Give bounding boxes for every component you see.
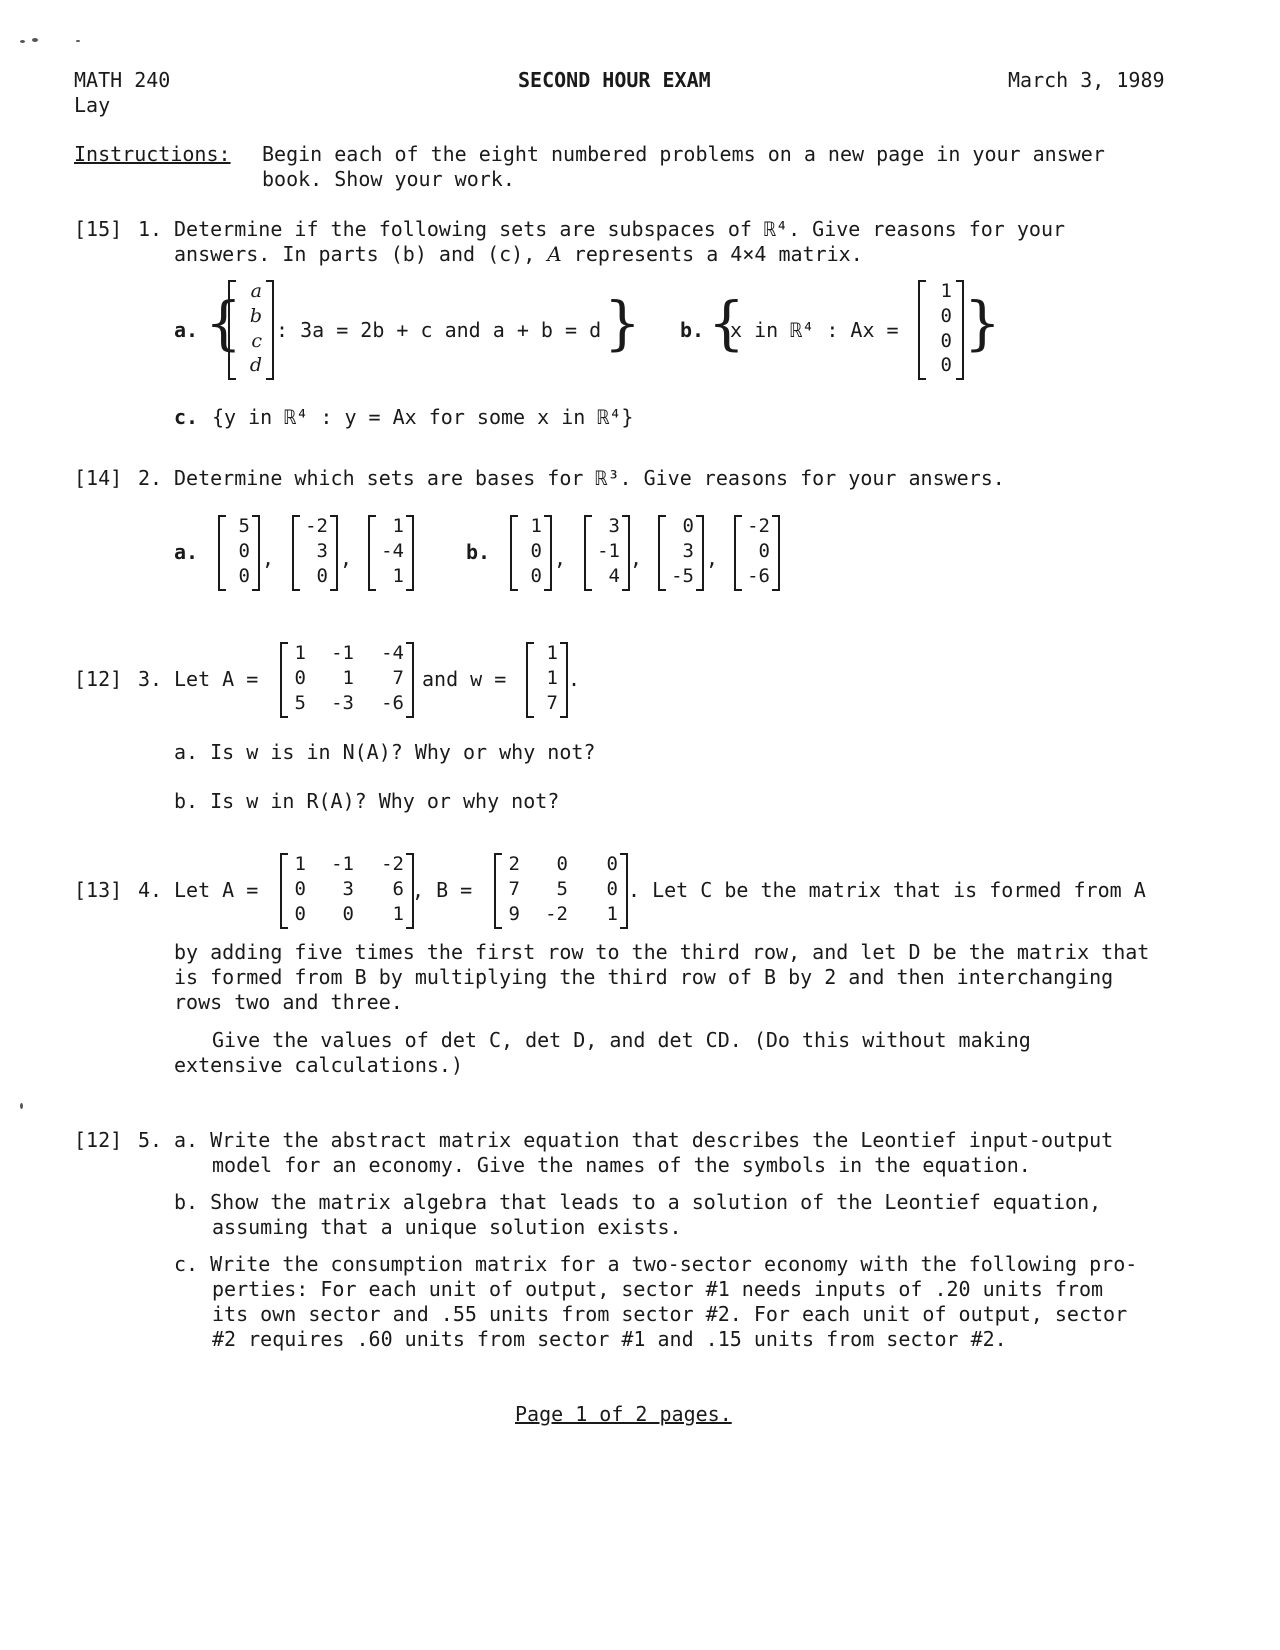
p3-let: Let A = <box>174 667 259 691</box>
scan-speck <box>32 38 38 42</box>
p4-tail: . Let C be the matrix that is formed from A <box>628 878 1146 902</box>
vector-entry: -2 <box>747 515 770 537</box>
matrix-entry: -1 <box>331 642 354 664</box>
right-brace: } <box>604 289 641 357</box>
vector-entry: -5 <box>671 565 694 587</box>
p5-part-a: model for an economy. Give the names of the symbols in the equation. <box>212 1153 1031 1177</box>
p1-a-vector <box>228 280 274 380</box>
matrix-entry: 9 <box>508 903 520 925</box>
matrix-entry: 5 <box>556 878 568 900</box>
p4-points: [13] <box>74 878 123 902</box>
p2-b-vector <box>658 515 704 591</box>
left-brace: { <box>205 289 242 357</box>
p5-points: [12] <box>74 1128 123 1152</box>
p3-number: 3. <box>138 667 163 691</box>
matrix-entry: -2 <box>381 853 404 875</box>
vector-entry: -1 <box>597 540 620 562</box>
p1-b-label: b. <box>680 318 705 342</box>
vector-entry: 0 <box>682 515 694 537</box>
scan-speck <box>20 40 25 43</box>
p3-and-w: and w = <box>422 667 507 691</box>
matrix-entry: 1 <box>606 903 618 925</box>
p1-line2-c: represents a 4×4 matrix. <box>561 242 863 266</box>
instructions-label: Instructions: <box>74 142 231 166</box>
p2-text: Determine which sets are bases for ℝ³. Give reasons for your answers. <box>174 466 1005 490</box>
vector-entry: 3 <box>682 540 694 562</box>
p2-b-vector <box>734 515 780 591</box>
p1-c-text: {y in ℝ⁴ : y = Ax for some x in ℝ⁴} <box>212 405 634 429</box>
course-label: MATH 240 <box>74 68 171 92</box>
exam-title: SECOND HOUR EXAM <box>518 68 711 92</box>
vector-entry: 1 <box>546 667 558 689</box>
p3-question-a: a. Is w is in N(A)? Why or why not? <box>174 740 596 764</box>
vector-entry: 1 <box>530 515 542 537</box>
p2-number: 2. <box>138 466 163 490</box>
p3-question-b: b. Is w in R(A)? Why or why not? <box>174 789 560 813</box>
p4-number: 4. <box>138 878 163 902</box>
vector-entry: 3 <box>316 540 328 562</box>
p1-a-label: a. <box>174 318 199 342</box>
p1-b-entry: 0 <box>940 305 952 327</box>
p2-a-vector <box>292 515 338 591</box>
p1-a-entry: c <box>251 330 262 352</box>
matrix-entry: 0 <box>556 853 568 875</box>
matrix-entry: -1 <box>331 853 354 875</box>
p5-part-c: its own sector and .55 units from sector #2. For each unit of output, sector <box>212 1302 1128 1326</box>
p4-matrix-a <box>280 853 414 929</box>
period: . <box>568 667 581 691</box>
matrix-entry: 1 <box>294 853 306 875</box>
p2-a-label: a. <box>174 540 199 564</box>
p5-part-c: c. Write the consumption matrix for a two-sector economy with the following pro- <box>174 1252 1138 1276</box>
vector-entry: 0 <box>238 540 250 562</box>
matrix-entry: 3 <box>342 878 354 900</box>
matrix-entry: -2 <box>545 903 568 925</box>
vector-entry: 1 <box>392 515 404 537</box>
instructions-line2: book. Show your work. <box>262 167 515 191</box>
page-number: Page 1 of 2 pages. <box>515 1402 732 1426</box>
vector-entry: 3 <box>608 515 620 537</box>
p1-a-entry: d <box>249 354 262 376</box>
vector-entry: 1 <box>392 565 404 587</box>
comma: , <box>630 546 643 570</box>
matrix-entry: 0 <box>606 853 618 875</box>
vector-entry: 0 <box>316 565 328 587</box>
comma: , <box>706 546 719 570</box>
matrix-entry: 7 <box>392 667 404 689</box>
p1-a-condition: : 3a = 2b + c and a + b = d <box>276 318 602 342</box>
p1-points: [15] <box>74 217 123 241</box>
p1-line2 <box>174 242 863 266</box>
p3-points: [12] <box>74 667 123 691</box>
scan-speck <box>76 40 80 42</box>
p2-b-vector <box>510 515 552 591</box>
vector-entry: 0 <box>758 540 770 562</box>
matrix-entry: 1 <box>342 667 354 689</box>
p1-line2-a: answers. In parts (b) and (c), <box>174 242 548 266</box>
p5-part-b: assuming that a unique solution exists. <box>212 1215 682 1239</box>
p5-part-c: perties: For each unit of output, sector #1 needs inputs of .20 units from <box>212 1277 1104 1301</box>
matrix-entry: 0 <box>294 667 306 689</box>
p1-b-entry: 0 <box>940 354 952 376</box>
comma: , <box>340 546 353 570</box>
matrix-entry: 0 <box>294 878 306 900</box>
p4-paragraph: by adding five times the first row to the third row, and let D be the matrix that <box>174 940 1150 964</box>
vector-entry: 5 <box>238 515 250 537</box>
vector-entry: 0 <box>238 565 250 587</box>
p1-b-vector <box>918 280 964 380</box>
p4-matrix-b <box>494 853 628 929</box>
p5-part-b: b. Show the matrix algebra that leads to a solution of the Leontief equation, <box>174 1190 1102 1214</box>
matrix-entry: 0 <box>606 878 618 900</box>
matrix-entry: 6 <box>392 878 404 900</box>
scan-speck <box>20 1103 23 1109</box>
vector-entry: 0 <box>530 565 542 587</box>
vector-entry: -4 <box>381 540 404 562</box>
p3-matrix-a <box>280 642 414 718</box>
matrix-entry: 1 <box>392 903 404 925</box>
p1-line1: Determine if the following sets are subspaces of ℝ⁴. Give reasons for your <box>174 217 1066 241</box>
p1-b-entry: 1 <box>940 280 952 302</box>
p2-b-label: b. <box>466 540 491 564</box>
p1-line2-b: A <box>547 242 562 266</box>
comma: , <box>262 546 275 570</box>
matrix-entry: 5 <box>294 692 306 714</box>
right-brace: } <box>964 289 1001 357</box>
p1-a-entry: a <box>250 280 262 302</box>
vector-entry: 7 <box>546 692 558 714</box>
instructions-line1: Begin each of the eight numbered problems on a new page in your answer <box>262 142 1105 166</box>
vector-entry: -6 <box>747 565 770 587</box>
matrix-entry: 2 <box>508 853 520 875</box>
p4-b-eq: , B = <box>412 878 473 902</box>
p4-paragraph: extensive calculations.) <box>174 1053 463 1077</box>
matrix-entry: 1 <box>294 642 306 664</box>
p1-number: 1. <box>138 217 163 241</box>
left-brace: { <box>708 289 745 357</box>
matrix-entry: 7 <box>508 878 520 900</box>
matrix-entry: -4 <box>381 642 404 664</box>
vector-entry: 4 <box>608 565 620 587</box>
p4-paragraph: rows two and three. <box>174 990 403 1014</box>
p1-b-text: x in ℝ⁴ : Ax = <box>730 318 899 342</box>
p5-number: 5. <box>138 1128 163 1152</box>
p1-a-entry: b <box>249 305 262 327</box>
vector-entry: 0 <box>530 540 542 562</box>
p5-part-a: a. Write the abstract matrix equation that describes the Leontief input-output <box>174 1128 1114 1152</box>
p2-b-vector <box>584 515 630 591</box>
p1-c-label: c. <box>174 405 199 429</box>
vector-entry: 1 <box>546 642 558 664</box>
matrix-entry: -6 <box>381 692 404 714</box>
matrix-entry: 0 <box>294 903 306 925</box>
comma: , <box>554 546 567 570</box>
matrix-entry: 0 <box>342 903 354 925</box>
instructor-label: Lay <box>74 93 111 117</box>
p2-a-vector <box>368 515 414 591</box>
p5-part-c: #2 requires .60 units from sector #1 and .15 units from sector #2. <box>212 1327 1007 1351</box>
p1-b-entry: 0 <box>940 330 952 352</box>
exam-date: March 3, 1989 <box>1008 68 1165 92</box>
matrix-entry: -3 <box>331 692 354 714</box>
p3-vector-w <box>526 642 568 718</box>
p2-points: [14] <box>74 466 123 490</box>
p4-let: Let A = <box>174 878 259 902</box>
p4-paragraph: is formed from B by multiplying the third row of B by 2 and then interchanging <box>174 965 1114 989</box>
p2-a-vector <box>218 515 260 591</box>
vector-entry: -2 <box>305 515 328 537</box>
p4-paragraph: Give the values of det C, det D, and det CD. (Do this without making <box>212 1028 1031 1052</box>
